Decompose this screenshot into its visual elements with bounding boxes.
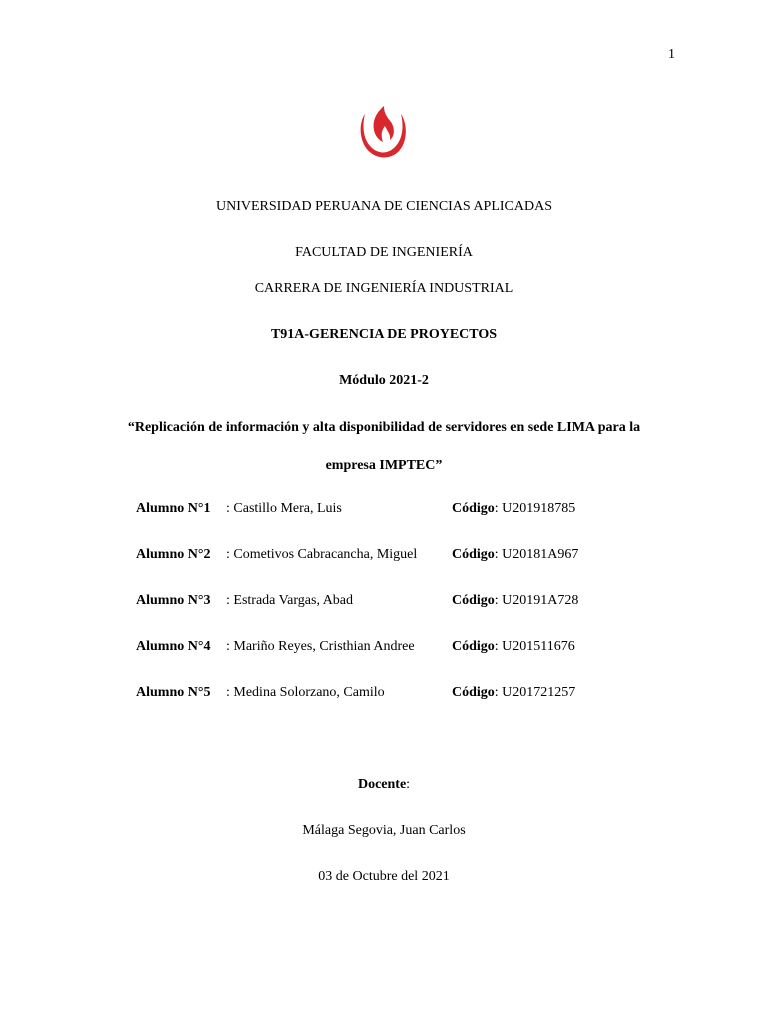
student-code: : U201511676: [494, 639, 575, 654]
student-name: : Medina Solorzano, Camilo: [226, 685, 385, 700]
student-label: Alumno N°1: [136, 501, 211, 516]
student-row-1: [0, 501, 768, 521]
student-label: Alumno N°5: [136, 685, 211, 700]
student-code-group: [452, 685, 575, 701]
project-title-line-2: empresa IMPTEC”: [325, 458, 443, 473]
university-name: UNIVERSIDAD PERUANA DE CIENCIAS APLICADAS: [215, 199, 553, 214]
student-code: : U201918785: [494, 501, 576, 516]
student-name: : Castillo Mera, Luis: [226, 501, 342, 516]
student-code-group: [452, 639, 575, 655]
code-label: Código: [452, 547, 495, 562]
page-number: 1: [668, 47, 675, 62]
student-row-3: [0, 593, 768, 613]
teacher-name: Málaga Segovia, Juan Carlos: [302, 823, 466, 838]
student-code-group: [452, 547, 578, 563]
document-date: 03 de Octubre del 2021: [318, 869, 450, 884]
code-label: Código: [452, 685, 495, 700]
career-name: CARRERA DE INGENIERÍA INDUSTRIAL: [254, 281, 514, 296]
upc-logo-icon: [357, 104, 409, 160]
faculty-name: FACULTAD DE INGENIERÍA: [295, 245, 473, 260]
student-label: Alumno N°2: [136, 547, 211, 562]
teacher-label: Docente: [357, 777, 407, 792]
student-row-4: [0, 639, 768, 659]
code-label: Código: [452, 639, 495, 654]
course-name: T91A-GERENCIA DE PROYECTOS: [270, 327, 498, 342]
student-row-5: [0, 685, 768, 705]
student-code: : U201721257: [494, 685, 576, 700]
project-title-line-1: “Replicación de información y alta disponibilidad de servidores en sede LIMA para la: [127, 420, 641, 435]
teacher-heading: [0, 777, 768, 793]
student-label: Alumno N°3: [136, 593, 211, 608]
student-label: Alumno N°4: [136, 639, 211, 654]
student-code: : U20181A967: [494, 547, 579, 562]
teacher-colon: :: [406, 777, 411, 792]
student-name: : Estrada Vargas, Abad: [226, 593, 354, 608]
student-code: : U20191A728: [494, 593, 579, 608]
code-label: Código: [452, 593, 495, 608]
student-code-group: [452, 593, 578, 609]
code-label: Código: [452, 501, 495, 516]
student-name: : Cometivos Cabracancha, Miguel: [226, 547, 418, 562]
student-name: : Mariño Reyes, Cristhian Andree: [226, 639, 415, 654]
student-row-2: [0, 547, 768, 567]
module-label: Módulo 2021-2: [339, 373, 429, 388]
project-title: [90, 409, 678, 485]
student-code-group: [452, 501, 575, 517]
